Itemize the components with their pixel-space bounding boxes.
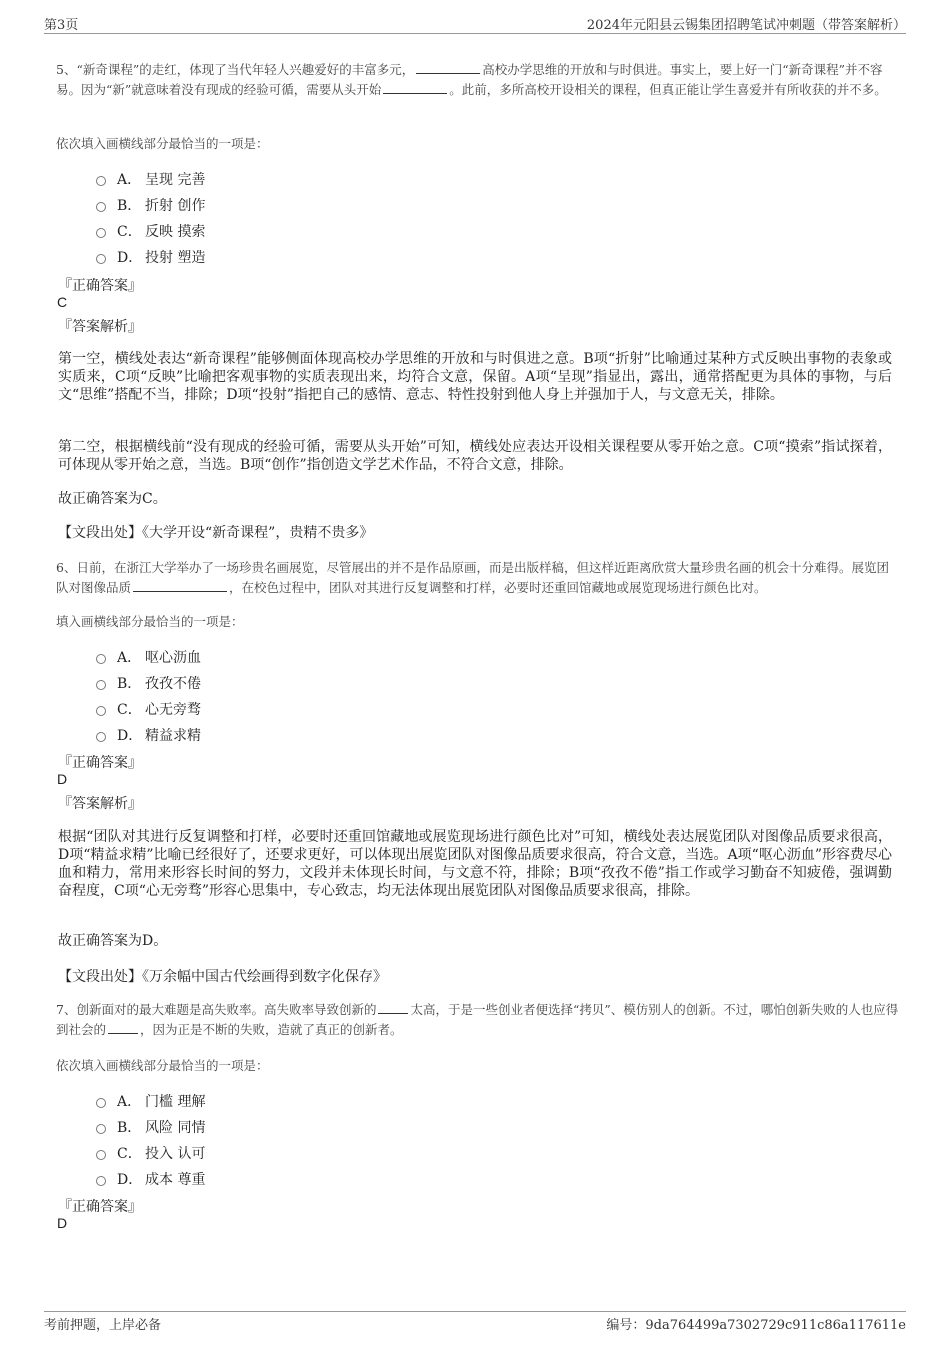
answer-value: D: [57, 771, 68, 787]
analysis-conclusion: 故正确答案为C。: [58, 491, 167, 507]
page-footer: [44, 1314, 906, 1332]
question-stem: 7、创新面对的最大难题是高失败率。高失败率导致创新的 太高，于是一些创业者便选择“拷贝”、模仿别人的创新。不过，哪怕创新失败的人也应得到社会的 ，因为正是不断的失败，造就了真正的创新者。: [56, 1002, 899, 1037]
document-title: 2024年元阳县云锡集团招聘笔试冲刺题（带答案解析）: [586, 18, 906, 33]
source-citation: 【文段出处】《大学开设“新奇课程”，贵精不贵多》: [58, 525, 374, 541]
fill-blank: [378, 1001, 408, 1014]
radio-icon[interactable]: [96, 176, 106, 186]
option-a[interactable]: A． 呕心沥血: [96, 644, 201, 670]
radio-icon[interactable]: [96, 254, 106, 264]
page-header: [44, 14, 906, 32]
question-prompt: 填入画横线部分最恰当的一项是：: [56, 614, 244, 629]
answer-value: D: [57, 1215, 68, 1231]
option-c[interactable]: C． 心无旁骛: [96, 696, 201, 722]
answer-label: 『正确答案』: [58, 1199, 142, 1215]
radio-icon[interactable]: [96, 1150, 106, 1160]
radio-icon[interactable]: [96, 732, 106, 742]
footer-divider: [44, 1311, 906, 1312]
analysis-label: 『答案解析』: [58, 319, 142, 335]
fill-blank: [133, 579, 227, 592]
option-c[interactable]: C． 投入 认可: [96, 1140, 205, 1166]
document-id: 编号：9da764499a7302729c911c86a117611e: [606, 1318, 906, 1333]
radio-icon[interactable]: [96, 706, 106, 716]
radio-icon[interactable]: [96, 1098, 106, 1108]
radio-icon[interactable]: [96, 228, 106, 238]
option-list: [96, 1088, 205, 1192]
question-prompt: 依次填入画横线部分最恰当的一项是：: [56, 1058, 269, 1073]
fill-blank: [416, 61, 480, 74]
analysis-paragraph: 第一空，横线处表达“新奇课程”能够侧面体现高校办学思维的开放和与时俱进之意。B项“折射”比喻通过某种方式反映出事物的表象或实质来，C项“反映”比喻把客观事物的实质表现出来，均符合文意，保留。A项“呈现”指显出，露出，通常搭配更为具体的事物，与后文“思维”搭配不当，排除；D项“投射”指把自己的感情、意志、特性投射到他人身上并强加于人，与文意无关，排除。: [58, 351, 892, 403]
radio-icon[interactable]: [96, 654, 106, 664]
option-d[interactable]: D． 成本 尊重: [96, 1166, 205, 1192]
analysis-conclusion: 故正确答案为D。: [58, 933, 168, 949]
option-a[interactable]: A． 门槛 理解: [96, 1088, 205, 1114]
answer-value: C: [57, 294, 68, 310]
option-d[interactable]: D． 投射 塑造: [96, 244, 205, 270]
footer-slogan: 考前押题，上岸必备: [44, 1318, 162, 1333]
option-b[interactable]: B． 孜孜不倦: [96, 670, 201, 696]
option-a[interactable]: A． 呈现 完善: [96, 166, 205, 192]
question-6: [56, 558, 900, 598]
answer-label: 『正确答案』: [58, 278, 142, 294]
option-c[interactable]: C． 反映 摸索: [96, 218, 205, 244]
question-5: [56, 60, 900, 100]
header-divider: [44, 33, 906, 34]
source-citation: 【文段出处】《万余幅中国古代绘画得到数字化保存》: [58, 969, 387, 985]
radio-icon[interactable]: [96, 680, 106, 690]
question-7: [56, 1000, 900, 1040]
analysis-paragraph: 根据“团队对其进行反复调整和打样，必要时还重回馆藏地或展览现场进行颜色比对”可知，横线处表达展览团队对图像品质要求很高，D项“精益求精”比喻已经很好了，还要求更好，可以体现出展览团队对图像品质要求很高，符合文意，当选。A项“呕心沥血”形容费尽心血和精力，常用来形容长时间的努力，文段并未体现长时间，与文意不符，排除；B项“孜孜不倦”指工作或学习勤奋不知疲倦，强调勤奋程度，C项“心无旁骛”形容心思集中，专心致志，均无法体现出展览团队对图像品质要求很高，排除。: [58, 829, 892, 899]
question-stem: 6、日前，在浙江大学举办了一场珍贵名画展览，尽管展出的并不是作品原画，而是出版样稿，但这样近距离欣赏大量珍贵名画的机会十分难得。展览团队对图像品质 ，在校色过程中，团队对其进行反复调整和打样，必要时还重回馆藏地或展览现场进行颜色比对。: [56, 560, 889, 595]
option-list: [96, 166, 205, 270]
option-b[interactable]: B． 折射 创作: [96, 192, 205, 218]
analysis-paragraph: 第二空，根据横线前“没有现成的经验可循，需要从头开始”可知，横线处应表达开设相关课程要从零开始之意。C项“摸索”指试探着，可体现从零开始之意，当选。B项“创作”指创造文学艺术作品，不符合文意，排除。: [58, 439, 892, 473]
question-prompt: 依次填入画横线部分最恰当的一项是：: [56, 136, 269, 151]
answer-label: 『正确答案』: [58, 755, 142, 771]
option-d[interactable]: D． 精益求精: [96, 722, 201, 748]
page-number: 第3页: [44, 18, 79, 33]
radio-icon[interactable]: [96, 1176, 106, 1186]
radio-icon[interactable]: [96, 1124, 106, 1134]
option-list: [96, 644, 201, 748]
analysis-label: 『答案解析』: [58, 796, 142, 812]
question-stem: 5、“新奇课程”的走红，体现了当代年轻人兴趣爱好的丰富多元， 高校办学思维的开放和与时俱进。事实上，要上好一门“新奇课程”并不容易。因为“新”就意味着没有现成的经验可循，需要从头开始 。此前，多所高校开设相关的课程，但真正能让学生喜爱并有所收获的并不多。: [56, 62, 887, 97]
radio-icon[interactable]: [96, 202, 106, 212]
option-b[interactable]: B． 风险 同情: [96, 1114, 205, 1140]
fill-blank: [383, 81, 447, 94]
fill-blank: [108, 1021, 138, 1034]
